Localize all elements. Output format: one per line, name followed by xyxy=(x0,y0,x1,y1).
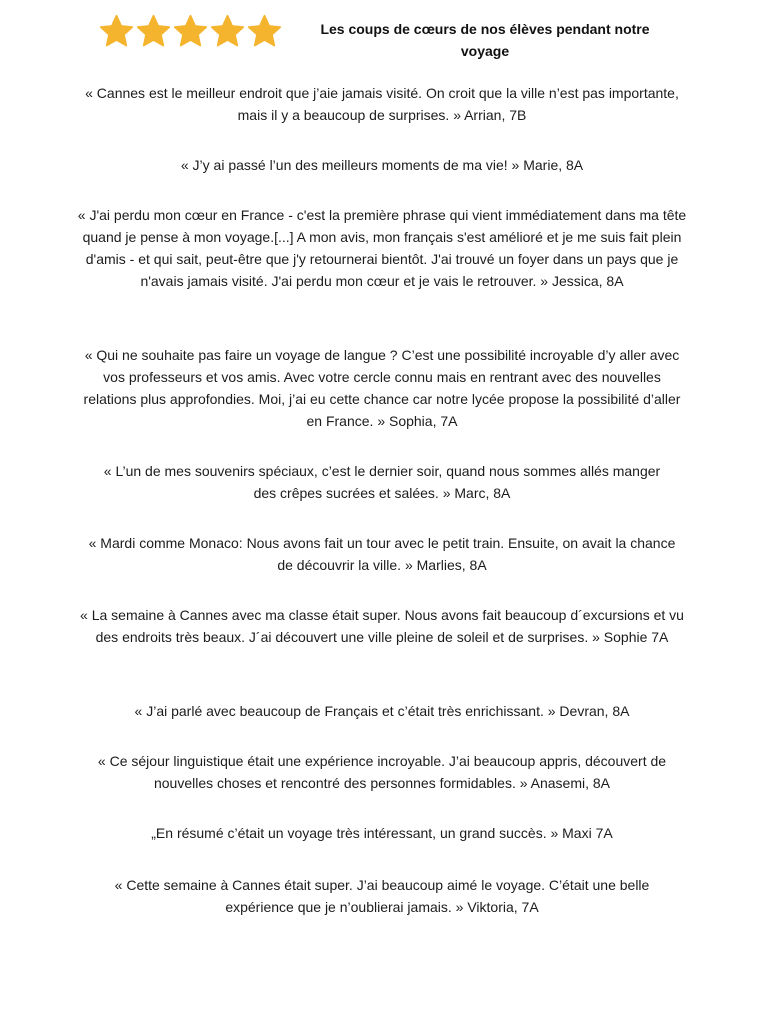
testimonial-marc: « L’un de mes souvenirs spéciaux, c’est le dernier soir, quand nous sommes allés manger des crêpes sucrées et salées. » Marc, 8A xyxy=(103,463,661,501)
star-icon xyxy=(210,14,245,49)
star-icon xyxy=(247,14,282,49)
testimonial-jessica: « J'ai perdu mon cœur en France - c'est la première phrase qui vient immédiatement dans ma tête quand je pense à mon voyage.[...] A mon avis, mon français s'est amélioré et je me suis fait plein d'amis - et qui sait, peut-être que j'y retournerai bientôt. J'ai trouvé un foyer dans un pays que je n'avais jamais visité. J'ai perdu mon cœur et je vais le retrouver. » Jessica, 8A xyxy=(77,207,687,289)
testimonial-viktoria: « Cette semaine à Cannes était super. J’ai beaucoup aimé le voyage. C’était une belle expérience que je n’oublierai jamais. » Viktoria, 7A xyxy=(114,877,650,915)
testimonial-sophia: « Qui ne souhaite pas faire un voyage de langue ? C’est une possibilité incroyable d’y aller avec vos professeurs et vos amis. Avec votre cercle connu mais en rentrant avec des nouvelles relations plus approfondies. Moi, j’ai eu cette chance car notre lycée propose la possibilité d’aller en France. » Sophia, 7A xyxy=(83,347,681,429)
page-title: Les coups de cœurs de nos élèves pendant notre voyage xyxy=(320,21,650,59)
star-rating xyxy=(99,14,282,49)
star-icon xyxy=(136,14,171,49)
testimonial-maxi: „En résumé c’était un voyage très intéressant, un grand succès. » Maxi 7A xyxy=(151,825,613,841)
testimonial-marie: « J’y ai passé l’un des meilleurs moments de ma vie! » Marie, 8A xyxy=(180,157,584,173)
star-icon xyxy=(99,14,134,49)
header xyxy=(0,14,764,64)
star-icon xyxy=(173,14,208,49)
testimonial-arrian: « Cannes est le meilleur endroit que j’aie jamais visité. On croit que la ville n’est pas importante, mais il y a beaucoup de surprises. » Arrian, 7B xyxy=(85,85,679,123)
testimonial-devran: « J’ai parlé avec beaucoup de Français et c’était très enrichissant. » Devran, 8A xyxy=(134,703,630,719)
testimonial-sophie: « La semaine à Cannes avec ma classe était super. Nous avons fait beaucoup d´excursions et vu des endroits très beaux. J´ai découvert une ville pleine de soleil et de surprises. » Sophie 7A xyxy=(80,607,684,645)
testimonial-anasemi: « Ce séjour linguistique était une expérience incroyable. J’ai beaucoup appris, découvert de nouvelles choses et rencontré des personnes formidables. » Anasemi, 8A xyxy=(97,753,667,791)
testimonial-marlies: « Mardi comme Monaco: Nous avons fait un tour avec le petit train. Ensuite, on avait la chance de découvrir la ville. » Marlies, 8A xyxy=(88,535,676,573)
